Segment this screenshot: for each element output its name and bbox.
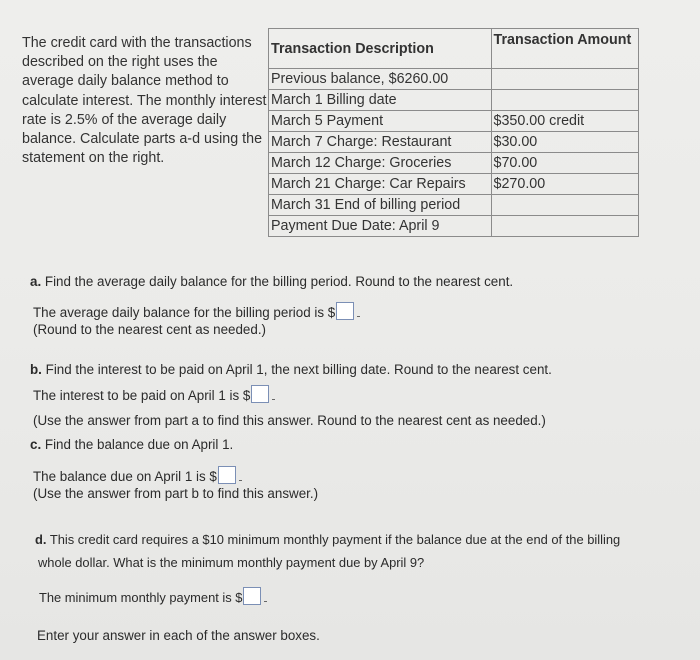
- answer-a-line: [33, 302, 360, 320]
- row-description: Payment Due Date: April 9: [269, 216, 492, 237]
- part-a-answer-prefix: The average daily balance for the billing period is $: [33, 305, 336, 320]
- part-b-answer-prefix: The interest to be paid on April 1 is $: [33, 388, 251, 403]
- answer-box-c[interactable]: [218, 466, 236, 484]
- table-row: [269, 69, 639, 90]
- part-d-letter: d.: [35, 532, 47, 547]
- question-d-line1: [35, 532, 620, 547]
- period-mark: [357, 316, 360, 317]
- row-amount: [491, 195, 638, 216]
- table-row: [269, 195, 639, 216]
- answer-box-d[interactable]: [243, 587, 261, 605]
- table-row: [269, 216, 639, 237]
- transactions-table: [268, 28, 639, 237]
- part-c-question: Find the balance due on April 1.: [44, 437, 234, 452]
- part-c-answer-prefix: The balance due on April 1 is $: [33, 469, 217, 484]
- part-d-answer-prefix: The minimum monthly payment is $: [39, 590, 243, 605]
- table-row: [269, 174, 639, 195]
- row-description: March 12 Charge: Groceries: [269, 153, 492, 174]
- answer-box-b[interactable]: [251, 385, 269, 403]
- answer-b-line: [33, 385, 275, 403]
- row-description: March 5 Payment: [269, 111, 492, 132]
- period-mark: [272, 399, 275, 400]
- table-row: [269, 111, 639, 132]
- header-amount: Transaction Amount: [491, 29, 638, 69]
- table-row: [269, 90, 639, 111]
- question-c: [30, 437, 233, 452]
- part-d-question-line2: whole dollar. What is the minimum monthly payment due by April 9?: [38, 555, 425, 570]
- row-description: Previous balance, $6260.00: [269, 69, 492, 90]
- row-amount: [491, 90, 638, 111]
- row-description: March 1 Billing date: [269, 90, 492, 111]
- row-amount: [491, 69, 638, 90]
- table-row: [269, 132, 639, 153]
- row-description: March 31 End of billing period: [269, 195, 492, 216]
- question-a: [30, 274, 513, 289]
- part-c-note: (Use the answer from part b to find this answer.): [33, 486, 319, 501]
- answer-d-line: [39, 587, 267, 605]
- answer-box-a[interactable]: [336, 302, 354, 320]
- period-mark: [264, 601, 267, 602]
- row-amount: $350.00 credit: [491, 111, 638, 132]
- part-a-letter: a.: [30, 274, 42, 289]
- part-c-letter: c.: [30, 437, 42, 452]
- header-description: Transaction Description: [269, 29, 492, 69]
- instruction-footer: Enter your answer in each of the answer boxes.: [37, 628, 320, 643]
- row-amount: $30.00: [491, 132, 638, 153]
- part-b-letter: b.: [30, 362, 42, 377]
- row-amount: [491, 216, 638, 237]
- row-amount: $70.00: [491, 153, 638, 174]
- part-a-question: Find the average daily balance for the billing period. Round to the nearest cent.: [44, 274, 514, 289]
- row-description: March 21 Charge: Car Repairs: [269, 174, 492, 195]
- part-d-question-line1: This credit card requires a $10 minimum monthly payment if the balance due at the end of the billing: [49, 532, 621, 547]
- table-row: [269, 153, 639, 174]
- period-mark: [239, 480, 242, 481]
- problem-intro: The credit card with the transactions described on the right uses the average daily balance method to calculate interest. The monthly interest rate is 2.5% of the average daily balance. Calculate parts a-d using the statement on the right.: [22, 35, 267, 167]
- part-a-note: (Round to the nearest cent as needed.): [33, 322, 267, 337]
- answer-c-line: [33, 466, 242, 484]
- part-b-question: Find the interest to be paid on April 1, the next billing date. Round to the nearest cent.: [45, 362, 552, 377]
- row-description: March 7 Charge: Restaurant: [269, 132, 492, 153]
- row-amount: $270.00: [491, 174, 638, 195]
- part-b-note: (Use the answer from part a to find this answer. Round to the nearest cent as needed.): [33, 413, 546, 428]
- question-b: [30, 362, 552, 377]
- table-header-row: [269, 29, 639, 69]
